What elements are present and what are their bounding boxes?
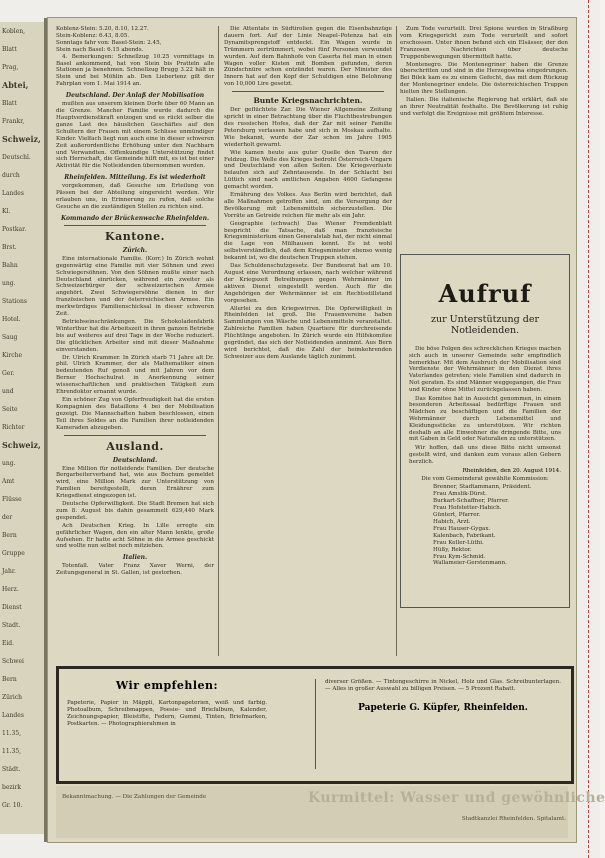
neighbor-text-fragment: 11.35, bbox=[2, 748, 22, 755]
paragraph: mußten aus unserem kleinen Dorfe über 60 Mann an die Grenze. Mancher Familie wurde dadurch die Hauptverdienstkraft entzogen und es rückt selber die ganze Last des häuslichen Geschäftes auf den Schultern der Frauen mit einem Schlisse unmündiger Kinder. Vielfach liegt nun auch eine in dieser schweren Zeit außerordentliche Erhöhung unter den Nachbarn und Verwandten. Offenkundige Unterstützung findet sich Herrschaft, die Gemeinde hilft mit, es ist bei einer Aktivität für die Notleidenden übernommen worden. bbox=[56, 101, 214, 170]
neighbor-text-fragment: Stations bbox=[2, 298, 27, 305]
committee-member: Güntert, Pfarrer. bbox=[433, 512, 481, 519]
paragraph: Dr. Ulrich Krammer. In Zürich starb 71 Jahre alt Dr. phil. Ulrich Krammer, der als Mathematiker einen bedeutenden Ruf genoß und mit Jahren vor dem Berner Hochschulrat in Anerkennung seiner wissenschaftlichen und praktischen Tätigkeit zum Ehrendoktor ernannt wurde. bbox=[56, 354, 214, 396]
section-heading: Deutschland. Der Anlaß der Mobilisation bbox=[65, 92, 205, 100]
paragraph: Der geflüchtete Zar. Die Wiener Allgemeine Zeitung spricht in einer Betrachtung über die Fluchtbestrebungen des russischen Hofes, daß der Zar mit seiner Familie Petersburg verlassen habe und sich in Moskau aufhalte. Wie bekannt, wurde der Zar schon im Jahre 1905 wiederholt gewarnt. bbox=[224, 107, 392, 148]
neighbor-text-fragment: Jahr. bbox=[2, 568, 16, 575]
committee-member: Frau Keller-Lüthi. bbox=[433, 539, 484, 546]
paragraph: Die böse Folgen des schrecklichen Krieges machen sich auch in unserer Gemeinde sehr empfindlich bemerkbar. Mit dem Ausbruch der Mobilisation sind Verdienste der Wehrmänner in den Dienst ihres Vaterlandes getreten; viele Familien sind dadurch in Not geraten. Es sind Männer weggegangen, die Frau und Kinder ohne Mittel zurückgelassen haben. bbox=[409, 346, 561, 393]
heading-ausland: Ausland. bbox=[106, 439, 164, 453]
neighbor-text-fragment: der bbox=[2, 514, 13, 521]
timetable-line: Sonntags fahr von: Basel-Stein: 2.45, bbox=[56, 39, 162, 46]
aufruf-body bbox=[409, 346, 561, 466]
paragraph: Betriebseinschränkungen. Die Schokoladenfabrik Winterthur hat die Arbeitszeit in ihren ganzen Betriebe bis auf weiteres auf drei Tage in der Woche reduziert. Die glücklichen Arbeiter sind mit dieser Maßnahme einverstanden. bbox=[56, 319, 214, 353]
neighbor-text-fragment: ung. bbox=[2, 460, 16, 467]
paragraph: vorgekommen, daß Gesuche um Erteilung von Pässen bei der Abteilung eingereicht werden. Wir erlauben uns, in Erinnerung zu rufen, daß solche Gesuche an die zuständigen Stellen zu richten sind. bbox=[56, 183, 214, 210]
ad-company: Papeterie G. Küpfer, Rheinfelden. bbox=[358, 703, 528, 713]
committee-member: Brenner, Stadtammann, Präsident. bbox=[433, 484, 532, 491]
neighbor-text-fragment: Amt bbox=[2, 478, 15, 485]
neighbor-text-fragment: Kirche bbox=[2, 352, 23, 359]
committee-member: Hüßy, Rektor. bbox=[433, 546, 472, 553]
paragraph: Eine internationale Familie. (Korr.) In Zürich wohnt gegenwärtig eine Familie mit vier Söhnen und zwei Schwiegersöhnen. Von den Söhnen mußte einer nach Deutschland einrücken, während ein zweiter als Schweizerbürger der schweizerischen Armee angehört. Zwei Schwiegersöhne dienen in der französischen und der österreichischen Armee. Ein merkwürdiges Familienschicksal in dieser schweren Zeit. bbox=[56, 255, 214, 318]
aufruf-notice bbox=[400, 254, 570, 608]
timetable-line: Koblenz-Stein: 5.20, 8.10, 12.27. bbox=[56, 26, 149, 32]
scan-margin-line bbox=[588, 0, 589, 858]
neighbor-text-fragment: Saug bbox=[2, 334, 18, 341]
divider bbox=[64, 225, 206, 226]
ad-divider bbox=[315, 679, 316, 769]
section-heading: Rheinfelden. Mitteilung. Es ist wiederholt bbox=[64, 174, 206, 182]
aufruf-place-date: Rheinfelden, den 20. August 1914. bbox=[462, 467, 561, 474]
ad-heading: Wir empfehlen: bbox=[115, 679, 219, 692]
neighbor-text-fragment: Prag, bbox=[2, 64, 19, 71]
neighbor-text-fragment: Kl. bbox=[2, 208, 11, 215]
aufruf-title: Aufruf bbox=[438, 279, 532, 308]
timetable bbox=[56, 26, 214, 54]
lower-left-text: Bekanntmachung. — Die Zahlungen der Gemeinde bbox=[62, 794, 207, 800]
neighbor-text-fragment: Bahn bbox=[2, 262, 18, 269]
ad-text-right: diverser Größen. — Tintengeschirre in Nickel, Holz und Glas. Schreibunterlagen. — Alles in großer Auswahl zu billigen Preisen. — 5 Prozent Rabatt. bbox=[325, 679, 561, 692]
neighbor-text-fragment: Bern bbox=[2, 532, 17, 539]
neighbor-text-fragment: durch bbox=[2, 172, 20, 179]
column-rule bbox=[396, 26, 397, 656]
heading-kantone: Kantone. bbox=[105, 229, 165, 243]
timetable-line: Stein-Koblenz: 6.43, 8.05. bbox=[56, 32, 130, 39]
aufruf-subtitle: zur Unterstützung der Notleidenden. bbox=[430, 314, 539, 336]
ad-text: Papeterie, Papier in Mäppli, Kartonpapeterien, weiß und farbig. Photoalbum, Schreibmappen, Poesie- und Briefalbum, Kalender, Zeichnungspapier, Bleistifte, Federn, Gummi, Tinten, Briefmarken, Postkarten. — Photographierahmen in bbox=[67, 700, 267, 727]
neighbor-text-fragment: Brst. bbox=[2, 244, 17, 251]
neighbor-text-fragment: Blatt bbox=[2, 100, 17, 107]
paragraph: Ach Deutschen Krieg. In Lille erregte ein gefährlicher Wagen, den ein alter Mann lenkte, große Aufsehen. Er hatte acht Söhne in die Armee geschickt und wollte nun selbst noch mitziehen. bbox=[56, 522, 214, 550]
neighbor-text-fragment: Hotel. bbox=[2, 316, 21, 323]
paragraph: Geographie (schwach) Das Wiener Fremdenblatt bespricht die Tatsache, daß man französische Kriegsministerium einen Generalstab hat, der nicht einmal die Lage von Mülhausen kennt. Es ist wohl selbstverständlich, daß dem Kriegsminister ebenso wenig bekannt ist, wo die deutschen Truppen stehen. bbox=[224, 220, 392, 262]
neighbor-text-fragment: Gr. 10. bbox=[2, 802, 23, 809]
paragraph: Das Schuldenschutzgesetz. Der Bundesrat hat am 10. August eine Verordnung erlassen, nach welcher während der Kriegszeit Betreibungen gegen Wehrmänner im aktiven Dienst eingestellt werden. Auch für die Angehörigen der Wehrmänner ist ein Rechtsstillstand vorgesehen. bbox=[224, 263, 392, 304]
lower-right-text: Stadtkanzlei Rheinfelden. Spitalamt. bbox=[461, 816, 566, 822]
signature: Kommando der Brückenwache Rheinfelden. bbox=[60, 214, 210, 222]
divider bbox=[232, 91, 384, 92]
faded-headline: Kurmittel: Wasser und gewöhnliche bbox=[308, 790, 605, 806]
paragraph: Eine Million für notleidende Familien. Der deutsche Bergarbeiterverband hat, wie aus Bochum gemeldet wird, eine Million Mark zur Unterstützung von Familien bereitgestellt, deren Ernährer zum Kriegsdienst eingezogen ist. bbox=[56, 465, 214, 500]
paragraph: Das Komitee hat in Aussicht genommen, in einem besonderen Arbeitssaal bedürftige Frauen und Mädchen zu beschäftigen und die Familien der Wehrmänner durch Lebensmittel und Kleidungsstücke zu unterstützen. Wir richten deshalb an alle Einwohner die dringende Bitte, uns mit Gaben in Geld oder Naturalien zu unterstützen. bbox=[409, 395, 561, 443]
newspaper-page bbox=[48, 18, 605, 842]
neighbor-text-fragment: Dienst bbox=[2, 604, 22, 611]
committee-member: Wallameier-Gerstenmann. bbox=[433, 560, 507, 567]
neighbor-text-fragment: Stadt. bbox=[2, 622, 21, 629]
neighbor-text-fragment: Landes bbox=[2, 190, 24, 197]
neighbor-text-fragment: Herz. bbox=[2, 586, 19, 593]
timetable-line: Stein nach Basel: 6.15 abends. bbox=[56, 46, 144, 53]
divider bbox=[64, 435, 206, 436]
neighbor-text-fragment: Zürich bbox=[2, 694, 23, 701]
committee-member: Burkart-Schaffner, Pfarrer. bbox=[433, 498, 509, 505]
paragraph: Montenegro. Die Montenegriner haben die Grenze überschritten und sind in die Herzegowina eingedrungen. Bei Bilek kam es zu einem Gefecht, das mit dem Rückzug der Montenegriner endete. Die österreichischen Truppen hielten ihre Stellungen. bbox=[400, 61, 568, 96]
neighbor-text-fragment: 11.35, bbox=[2, 730, 22, 737]
ad-left bbox=[67, 679, 267, 775]
neighbor-text-fragment: Postkar. bbox=[2, 226, 27, 233]
neighbor-text-fragment: Schweiz, bbox=[2, 134, 41, 144]
neighbor-text-fragment: bezirk bbox=[2, 784, 21, 791]
lower-page-strip bbox=[56, 786, 605, 838]
paragraph: Wir hoffen, daß uns diese Bitte nicht umsonst gestellt wird, und danken zum voraus allen Gebern herzlich. bbox=[409, 445, 561, 465]
committee-member: Frau Hauser-Gygax. bbox=[433, 525, 491, 532]
column-right bbox=[400, 26, 568, 248]
neighbor-text-fragment: Seite bbox=[2, 406, 18, 413]
neighbor-text-fragment: Abtei, bbox=[2, 80, 29, 90]
neighbor-text-fragment: Bern bbox=[2, 676, 17, 683]
subheading-zuerich: Zürich. bbox=[122, 246, 148, 254]
neighbor-text-fragment: Koblen, bbox=[2, 28, 26, 35]
committee-member: Habich, Arzt. bbox=[433, 518, 471, 525]
ad-right bbox=[325, 679, 561, 775]
paragraph: Allerlei zu den Kriegswirren. Die Opferwilligkeit in Rheinfelden ist groß. Die Frauenvereine haben Sammlungen von Wäsche und Lebensmitteln veranstaltet. Zahlreiche Familien haben Quartiere für durchreisende Flüchtlinge angeboten. In Zürich wurde ein Hilfskomitee gegründet, das sich der Notleidenden annimmt. Aus Bern wird berichtet, daß die Zahl der heimkehrenden Schweizer aus dem Auslande täglich zunimmt. bbox=[224, 305, 392, 360]
column-left bbox=[56, 26, 214, 666]
aufruf-members bbox=[409, 484, 561, 567]
subheading-deutschland: Deutschland. bbox=[112, 456, 158, 464]
column-middle bbox=[224, 26, 392, 656]
neighbor-text-fragment: Schwei bbox=[2, 658, 24, 665]
paragraph: Ernährung des Volkes. Aus Berlin wird berichtet, daß alle Maßnahmen getroffen sind, um die Versorgung der Bevölkerung mit Lebensmitteln sicherzustellen. Die Vorräte an Getreide reichen für mehr als ein Jahr. bbox=[224, 192, 392, 219]
paragraph: Italien. Die italienische Regierung hat erklärt, daß sie an ihrer Neutralität festhalte. Die Bevölkerung ist ruhig und verfolgt die Ereignisse mit größtem Interesse. bbox=[400, 97, 568, 117]
neighbor-text-fragment: Blatt bbox=[2, 46, 17, 53]
paragraph: Die Attentate in Südtirolien gegen die Eisenbahnzüge dauern fort. Auf der Linie Neapel–Potenza hat ein Dynamitsprengstoff entdeckt. Ein Wagen wurde in Trümmern zertrümmert, wobei fünf Personen verwundet wurden. Auf dem Bahnhofe von Caserta fiel man in einen Wagen voller Kisten mit Bomben gefunden, deren Zündschnüre schon entzündet waren. Der Minister des Innern hat auf den Kopf der Schuldigen eine Belohnung von 10,000 Lire gesetzt. bbox=[224, 26, 392, 88]
committee-member: Frau Amslik-Dürst. bbox=[433, 491, 487, 498]
neighbor-text-fragment: Ger. bbox=[2, 370, 15, 377]
neighbor-text-fragment: Schweiz, bbox=[2, 440, 41, 450]
paragraph: Zum Tode verurteilt. Drei Spione wurden in Straßburg vom Kriegsgericht zum Tode verurteilt und sofort erschossen. Unter ihnen befand sich ein Elsässer, der den Franzosen Nachrichten über deutsche Truppenbewegungen übermittelt hatte. bbox=[400, 26, 568, 60]
neighbor-text-fragment: Frankr, bbox=[2, 118, 25, 125]
paragraph: Deutsche Opferwilligkeit. Die Stadt Bremen hat sich zum 8. August bis dahin gesammelt 629,440 Mark gespendet. bbox=[56, 501, 214, 521]
neighbor-text-fragment: und bbox=[2, 388, 14, 395]
committee-member: Frau Kym-Schmid. bbox=[433, 553, 486, 560]
subheading-italien: Italien. bbox=[122, 554, 148, 562]
paragraph: Wie kamen heute aus guter Quelle den Tsaren der Feldzug. Die Welle des Krieges bedroht Österreich-Ungarn und Deutschland von allen Seiten. Die Kriegsverluste belaufen sich auf Zehntausende. In der Schlacht bei Lüttich sind nach amtlichen Angaben 4600 Gefangene gemacht worden. bbox=[224, 149, 392, 191]
advertisement-box bbox=[56, 666, 574, 784]
paragraph: Totenfall. Vater Franz Xaver Werni, der Zeitungsgeneral in St. Gallen, ist gestorben. bbox=[56, 563, 214, 577]
committee-member: Kalenbach, Fabrikant. bbox=[433, 532, 496, 539]
aufruf-committee: Die vom Gemeinderat gewählte Kommission: bbox=[421, 475, 549, 482]
neighbor-text-fragment: Flüsse bbox=[2, 496, 22, 503]
neighbor-text-fragment: Richter bbox=[2, 424, 25, 431]
neighbor-text-fragment: Städt. bbox=[2, 766, 21, 773]
committee-member: Frau Hofstetter-Habich. bbox=[433, 505, 502, 512]
neighbor-text-fragment: Deutschl. bbox=[2, 154, 31, 161]
adjacent-page-edge bbox=[0, 22, 46, 834]
paragraph: Ein schöner Zug von Opferfreudigkeit hat die ersten Kompagnien des Bataillons 4 bei der Mobilisation gezeigt. Die Mannschaften haben beschlossen, einen Teil ihres Soldes an die Familien ihrer notleidenden Kameraden abzugeben. bbox=[56, 396, 214, 431]
heading-bunte-kriegsnachrichten: Bunte Kriegsnachrichten. bbox=[253, 96, 363, 106]
paragraph: 4. Bemerkungen: Schnellzug 10.25 vormittags in Basel ankommend, hat von Stein bis Pratteln alle Stationen ja benehmen. Schnellzug Brugg 3.22 hält in Stein und bei Möhlin ab. Den Liebertenz gilt der Fahrplan vom 1. Mai 1914 an. bbox=[56, 53, 214, 88]
neighbor-text-fragment: Eid. bbox=[2, 640, 15, 647]
neighbor-text-fragment: Landes bbox=[2, 712, 24, 719]
neighbor-text-fragment: Gruppe bbox=[2, 550, 25, 557]
column-rule bbox=[218, 26, 219, 656]
neighbor-text-fragment: ung. bbox=[2, 280, 16, 287]
